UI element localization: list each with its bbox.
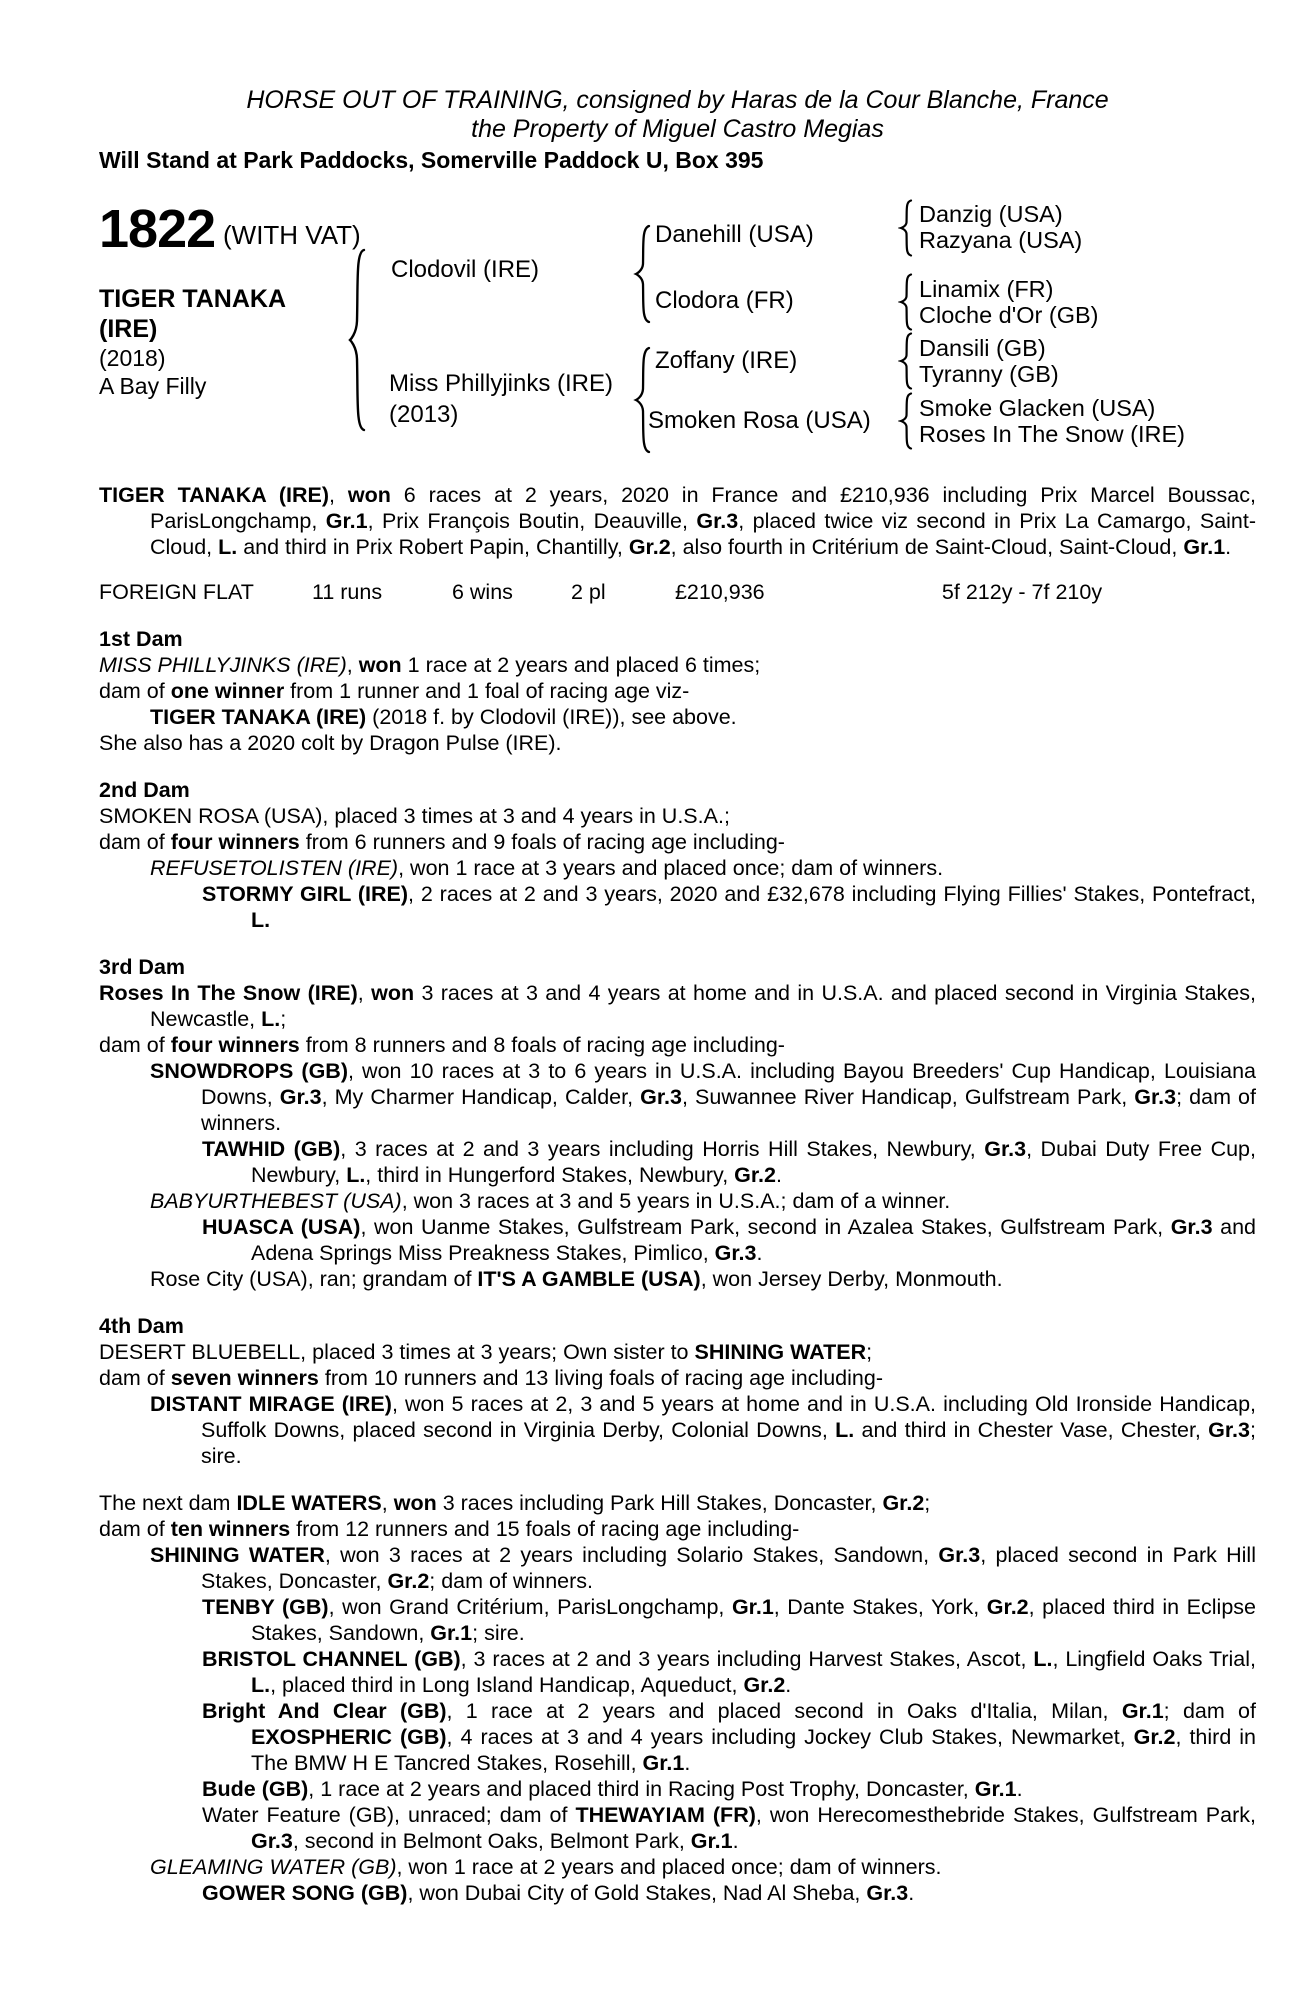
dam-sections — [99, 626, 1256, 1906]
horse-name-suffix: (IRE) — [99, 315, 158, 343]
catalog-paragraph: DISTANT MIRAGE (IRE), won 5 races at 2, 3 and 5 years at home and in U.S.A. including Old Ironside Handicap, Suffolk Downs, placed second in Virginia Derby, Colonial Downs, L. and third in Chester Vase, Chester, Gr.3; sire. — [150, 1392, 1257, 1468]
catalog-paragraph: TENBY (GB), won Grand Critérium, ParisLongchamp, Gr.1, Dante Stakes, York, Gr.2, placed third in Eclipse Stakes, Sandown, Gr.1; sire. — [202, 1595, 1256, 1645]
catalog-paragraph: STORMY GIRL (IRE), 2 races at 2 and 3 years, 2020 and £32,678 including Flying Fillies' Stakes, Pontefract, L. — [202, 882, 1256, 932]
horse-year: (2018) — [99, 345, 166, 371]
dam-section — [99, 626, 1256, 756]
race-record — [99, 482, 1256, 560]
catalog-paragraph: Bright And Clear (GB), 1 race at 2 years and placed second in Oaks d'Italia, Milan, Gr.1; dam of EXOSPHERIC (GB), 4 races at 3 and 4 years including Jockey Club Stakes, Newmarket, Gr.2, third in The BMW H E Tancred Stakes, Rosehill, Gr.1. — [202, 1699, 1256, 1775]
catalog-paragraph: SMOKEN ROSA (USA), placed 3 times at 3 and 4 years in U.S.A.; — [99, 804, 730, 828]
dam-year: (2013) — [389, 401, 459, 428]
horse-description: A Bay Filly — [99, 373, 207, 399]
stats-wins: 6 wins — [451, 580, 513, 604]
grandsire2-name: Zoffany (IRE) — [655, 347, 798, 374]
catalog-paragraph: DESERT BLUEBELL, placed 3 times at 3 years; Own sister to SHINING WATER; — [99, 1340, 873, 1364]
pedigree-brace-gen2 — [347, 248, 367, 432]
dam-heading: 4th Dam — [99, 1314, 184, 1338]
catalog-paragraph: BRISTOL CHANNEL (GB), 3 races at 2 and 3 years including Harvest Stakes, Ascot, L., Lingfield Oaks Trial, L., placed third in Long Island Handicap, Aqueduct, Gr.2. — [202, 1647, 1256, 1697]
pedigree-brace-g4-3 — [898, 332, 914, 390]
header-line-2: the Property of Miguel Castro Megias — [471, 115, 884, 143]
g4-name-5: Dansili (GB) — [919, 335, 1046, 361]
grandsire-name: Danehill (USA) — [655, 221, 814, 248]
catalog-paragraph: TIGER TANAKA (IRE) (2018 f. by Clodovil (IRE)), see above. — [150, 705, 737, 729]
catalog-paragraph: TIGER TANAKA (IRE), won 6 races at 2 years, 2020 in France and £210,936 including Prix Marcel Boussac, ParisLongchamp, Gr.1, Prix François Boutin, Deauville, Gr.3, placed twice viz second in Prix La Camargo, Saint-Cloud, L. and third in Prix Robert Papin, Chantilly, Gr.2, also fourth in Critérium de Saint-Cloud, Saint-Cloud, Gr.1. — [99, 483, 1257, 559]
vat-note: (WITH VAT) — [223, 220, 361, 250]
catalog-paragraph: Rose City (USA), ran; grandam of IT'S A GAMBLE (USA), won Jersey Derby, Monmouth. — [150, 1267, 1003, 1291]
stats-earnings: £210,936 — [674, 580, 765, 604]
catalog-paragraph: dam of seven winners from 10 runners and 13 living foals of racing age including- — [99, 1366, 883, 1390]
g4-name-8: Roses In The Snow (IRE) — [919, 421, 1186, 447]
dam-heading: 3rd Dam — [99, 955, 186, 979]
g4-name-3: Linamix (FR) — [919, 276, 1054, 302]
catalog-paragraph: MISS PHILLYJINKS (IRE), won 1 race at 2 years and placed 6 times; — [99, 653, 761, 677]
catalog-paragraph: Water Feature (GB), unraced; dam of THEWAYIAM (FR), won Herecomesthebride Stakes, Gulfstream Park, Gr.3, second in Belmont Oaks, Belmont Park, Gr.1. — [202, 1803, 1256, 1853]
g4-name-7: Smoke Glacken (USA) — [919, 395, 1156, 421]
catalog-paragraph: GLEAMING WATER (GB), won 1 race at 2 years and placed once; dam of winners. — [150, 1855, 942, 1879]
catalog-paragraph: Bude (GB), 1 race at 2 years and placed third in Racing Post Trophy, Doncaster, Gr.1. — [202, 1777, 1023, 1801]
granddam-name: Clodora (FR) — [655, 287, 794, 314]
catalog-paragraph: dam of four winners from 6 runners and 9 foals of racing age including- — [99, 830, 785, 854]
pedigree-brace-sire — [633, 224, 653, 324]
dam-heading: 1st Dam — [99, 627, 183, 651]
dam-heading: 2nd Dam — [99, 778, 190, 802]
g4-name-6: Tyranny (GB) — [919, 361, 1059, 387]
horse-name: TIGER TANAKA — [99, 285, 287, 313]
catalog-paragraph: She also has a 2020 colt by Dragon Pulse (IRE). — [99, 731, 562, 755]
dam-name: Miss Phillyjinks (IRE) — [389, 370, 614, 397]
lot-number: 1822 — [99, 199, 216, 259]
g4-name-4: Cloche d'Or (GB) — [919, 302, 1099, 328]
catalog-paragraph: BABYURTHEBEST (USA), won 3 races at 3 and 5 years in U.S.A.; dam of a winner. — [150, 1189, 951, 1213]
pedigree-brace-g4-1 — [898, 199, 914, 257]
dam-section — [99, 1490, 1256, 1906]
pedigree-brace-dam — [633, 346, 653, 454]
header-line-3: Will Stand at Park Paddocks, Somerville Paddock U, Box 395 — [99, 147, 764, 173]
catalog-paragraph: SNOWDROPS (GB), won 10 races at 3 to 6 years in U.S.A. including Bayou Breeders' Cup Handicap, Louisiana Downs, Gr.3, My Charmer Handicap, Calder, Gr.3, Suwannee River Handicap, Gulfstream Park, Gr.3; dam of winners. — [150, 1059, 1256, 1135]
catalog-paragraph: Roses In The Snow (IRE), won 3 races at 3 and 4 years at home and in U.S.A. and placed second in Virginia Stakes, Newcastle, L.; — [99, 981, 1256, 1031]
sire-name: Clodovil (IRE) — [391, 256, 540, 283]
catalog-paragraph: GOWER SONG (GB), won Dubai City of Gold Stakes, Nad Al Sheba, Gr.3. — [202, 1881, 915, 1905]
g4-name-2: Razyana (USA) — [919, 227, 1083, 253]
catalog-paragraph: REFUSETOLISTEN (IRE), won 1 race at 3 years and placed once; dam of winners. — [150, 856, 944, 880]
stats-category: FOREIGN FLAT — [99, 580, 254, 604]
dam-name-block — [389, 368, 613, 430]
stats-runs: 11 runs — [311, 580, 383, 604]
header-line-1: HORSE OUT OF TRAINING, consigned by Haras de la Cour Blanche, France — [246, 86, 1109, 114]
g4-name-1: Danzig (USA) — [919, 201, 1063, 227]
catalog-paragraph: HUASCA (USA), won Uanme Stakes, Gulfstream Park, second in Azalea Stakes, Gulfstream Park, Gr.3 and Adena Springs Miss Preakness Stakes, Pimlico, Gr.3. — [202, 1215, 1256, 1265]
pedigree-brace-g4-2 — [898, 273, 914, 331]
stats-row — [99, 579, 1256, 605]
dam-section — [99, 777, 1256, 933]
pedigree-table — [99, 200, 1256, 452]
stats-placed: 2 pl — [570, 580, 606, 604]
dam-section — [99, 1313, 1256, 1469]
granddam2-name: Smoken Rosa (USA) — [648, 407, 871, 434]
pedigree-brace-g4-4 — [898, 392, 914, 450]
catalog-paragraph: TAWHID (GB), 3 races at 2 and 3 years including Horris Hill Stakes, Newbury, Gr.3, Dubai Duty Free Cup, Newbury, L., third in Hungerford Stakes, Newbury, Gr.2. — [202, 1137, 1256, 1187]
catalog-paragraph: dam of ten winners from 12 runners and 15 foals of racing age including- — [99, 1517, 800, 1541]
catalog-paragraph: The next dam IDLE WATERS, won 3 races including Park Hill Stakes, Doncaster, Gr.2; — [99, 1491, 931, 1515]
catalog-paragraph: dam of one winner from 1 runner and 1 foal of racing age viz- — [99, 679, 690, 703]
dam-section — [99, 954, 1256, 1292]
catalog-paragraph: dam of four winners from 8 runners and 8 foals of racing age including- — [99, 1033, 785, 1057]
horse-name-block — [99, 284, 286, 400]
stats-distance-range: 5f 212y - 7f 210y — [941, 580, 1103, 604]
catalog-paragraph: SHINING WATER, won 3 races at 2 years including Solario Stakes, Sandown, Gr.3, placed second in Park Hill Stakes, Doncaster, Gr.2; dam of winners. — [150, 1543, 1256, 1593]
